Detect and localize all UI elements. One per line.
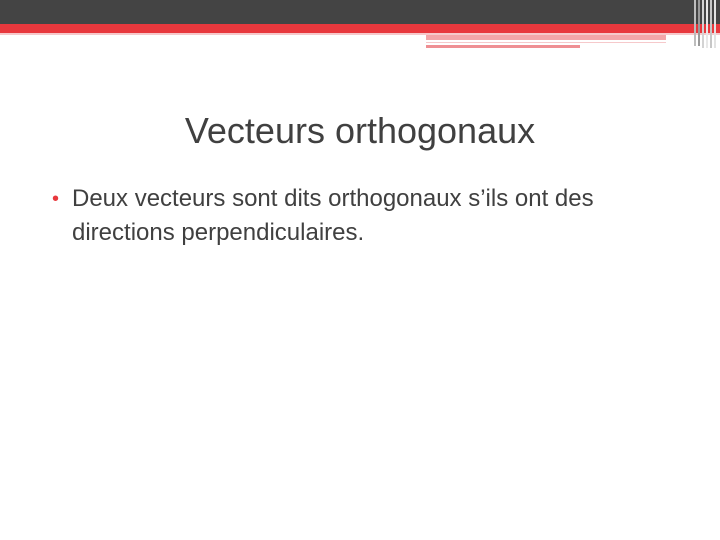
edge-stripe xyxy=(702,0,704,48)
edge-stripe xyxy=(714,0,716,48)
edge-stripe xyxy=(698,0,700,46)
decorative-line xyxy=(426,42,666,43)
bullet-item xyxy=(52,182,682,250)
decorative-bar xyxy=(426,35,666,40)
bullet-list xyxy=(52,182,682,250)
slide-title: Vecteurs orthogonaux xyxy=(184,110,536,151)
decorative-bar-short xyxy=(426,45,580,48)
bullet-icon: • xyxy=(52,188,60,210)
bullet-text: Deux vecteurs sont dits orthogonaux s’ils ont des directions perpendiculaires. xyxy=(72,185,594,246)
edge-stripe xyxy=(710,0,712,48)
header-band xyxy=(0,0,720,24)
accent-band xyxy=(0,24,720,33)
edge-stripe xyxy=(706,0,708,48)
edge-stripe xyxy=(694,0,696,46)
